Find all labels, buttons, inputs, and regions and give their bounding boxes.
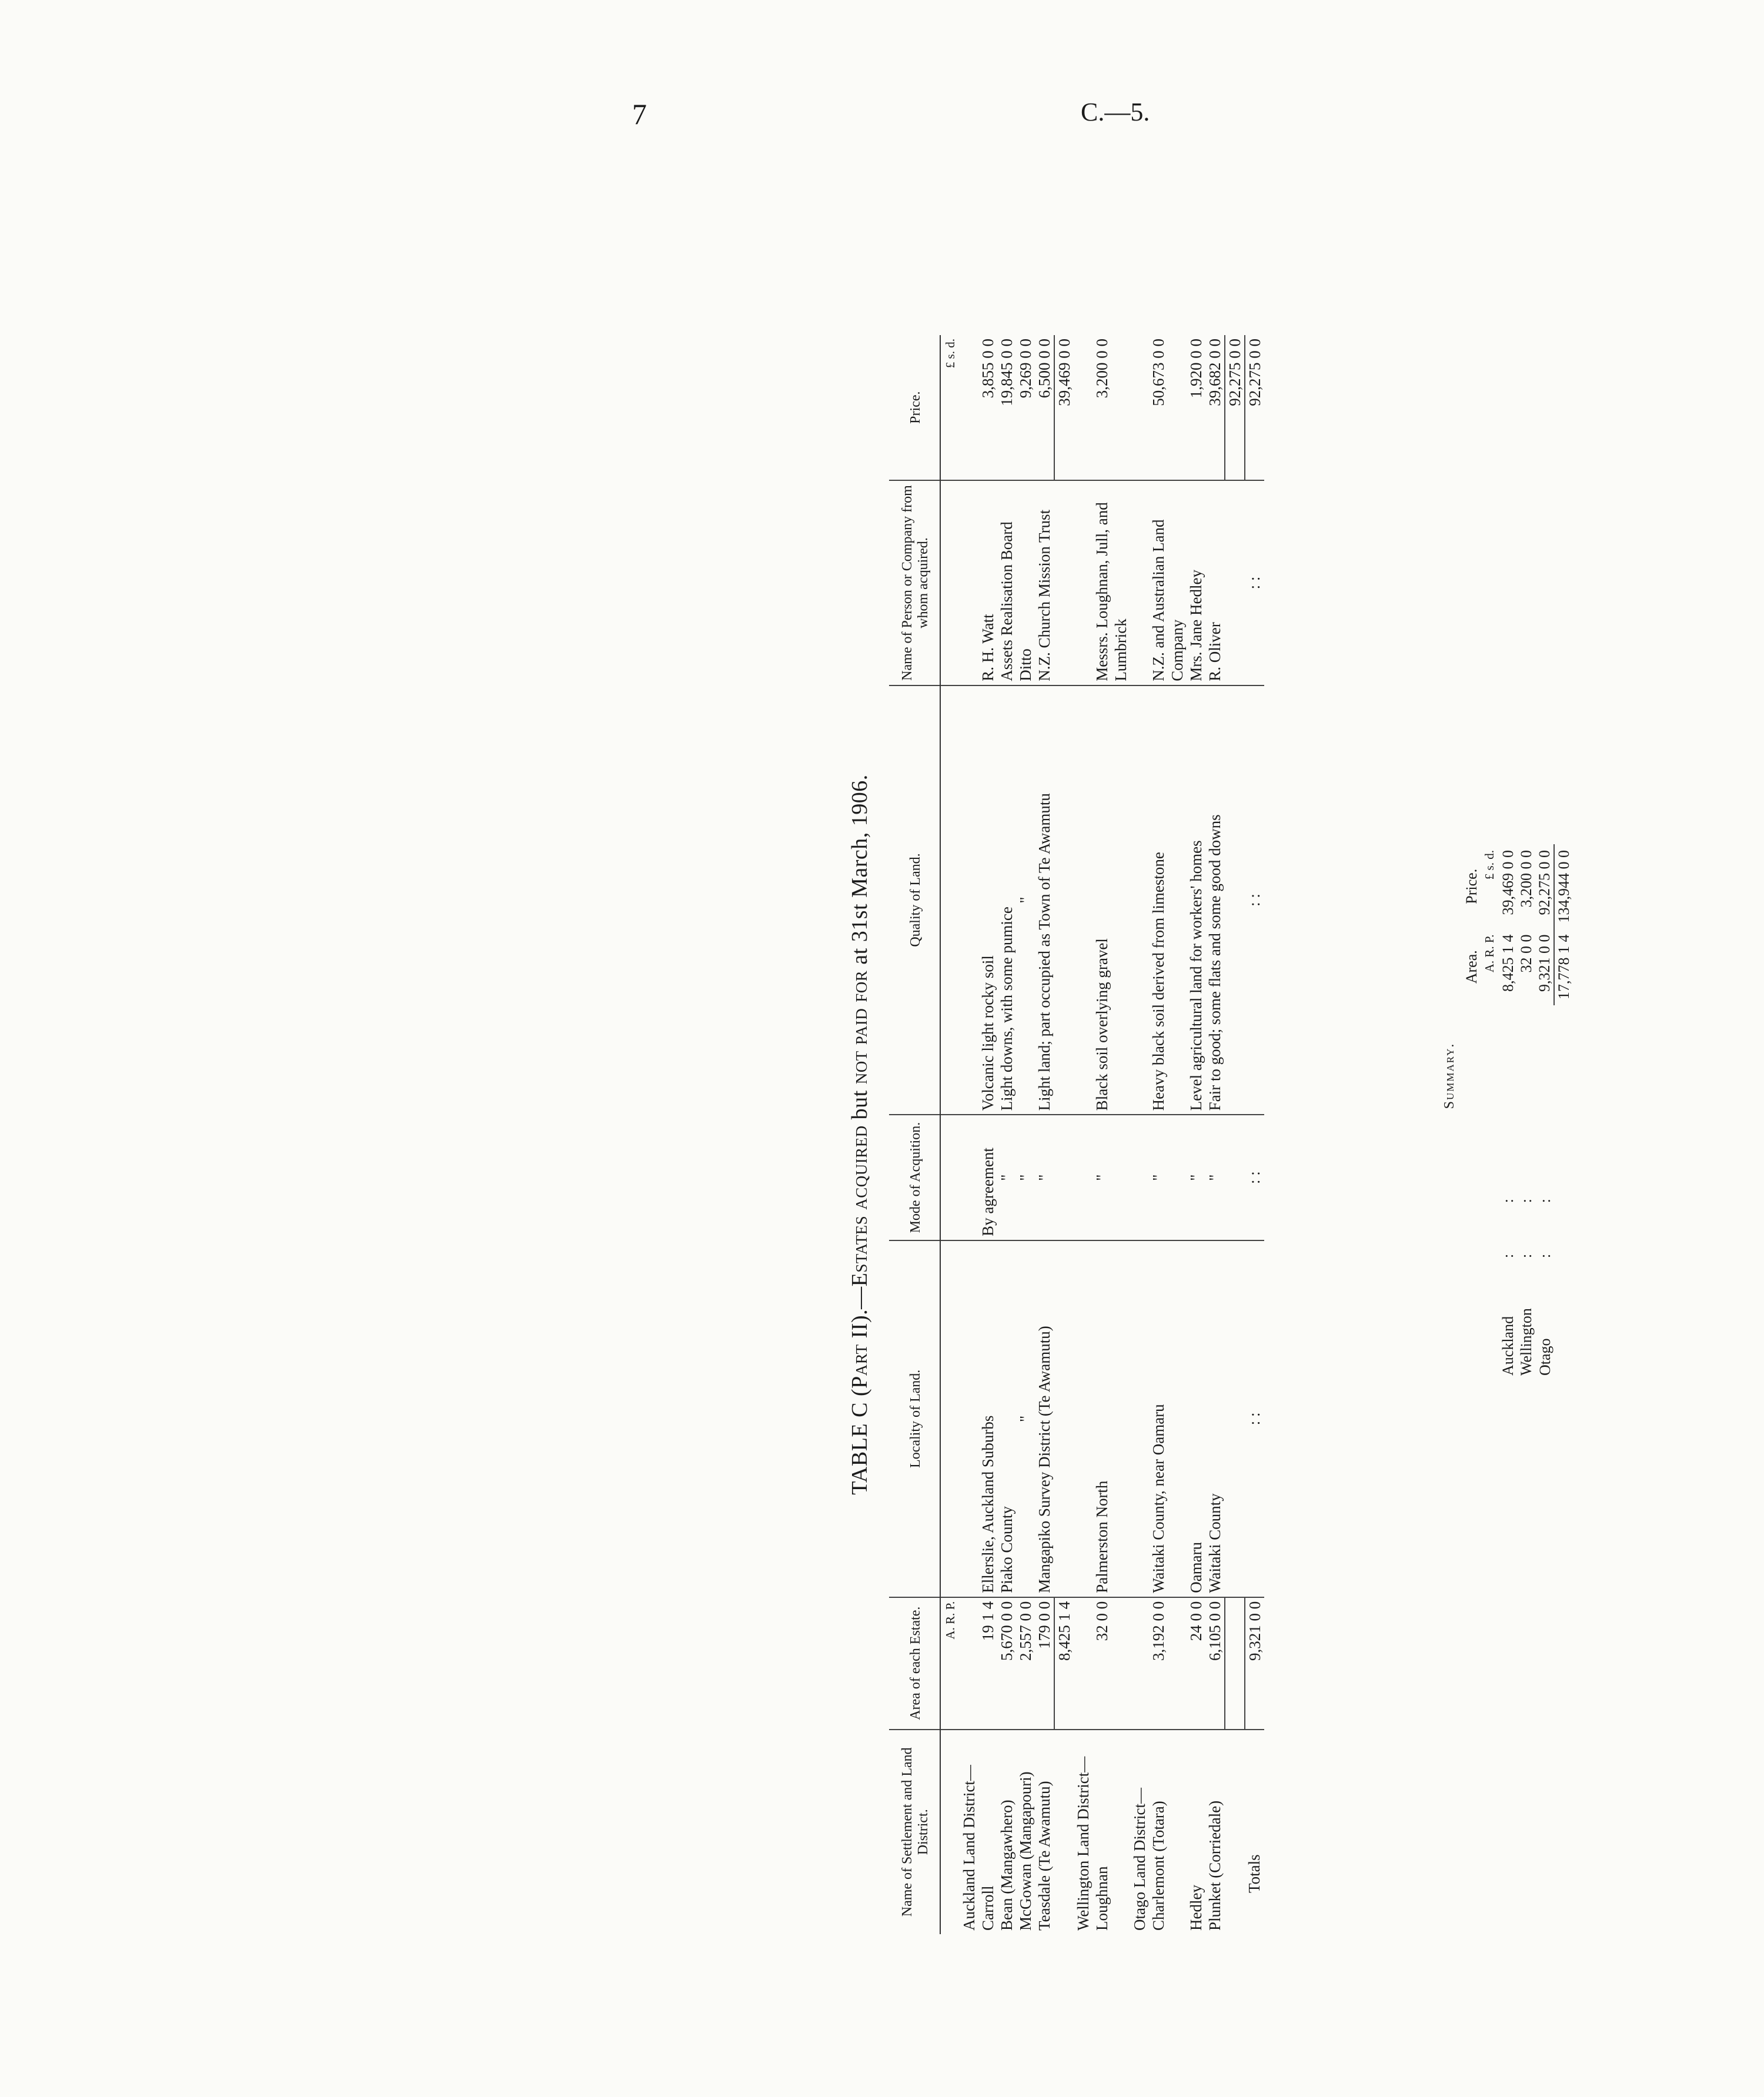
header-row bbox=[889, 335, 940, 1934]
table-row: McGowan (Mangapouri) 2,557 0 0 " " " Ditto 9,269 0 0 bbox=[1016, 335, 1035, 1934]
table-row: Carroll 19 1 4 Ellerslie, Auckland Suburbs By agreement Volcanic light rocky soil R. H. Watt 3,855 0 0 bbox=[978, 335, 997, 1934]
col-area: Area of each Estate. bbox=[889, 1597, 940, 1730]
table-row: Charlemont (Totara) 3,192 0 0 Waitaki County, near Oamaru " Heavy black soil derived from limestone N.Z. and Australian Land Company 50,673 0 0 bbox=[1149, 335, 1187, 1934]
table-title: TABLE C (Part II).—Estates acquired but not paid for at 31st March, 1906. bbox=[847, 774, 872, 1495]
table-row: Plunket (Corriedale) 6,105 0 0 Waitaki County " Fair to good; some flats and some good downs R. Oliver 39,682 0 0 bbox=[1205, 335, 1225, 1934]
summary-row: Auckland : : 8,425 1 4 39,469 0 0 bbox=[1499, 850, 1516, 1376]
summary-area-head: Area. bbox=[1463, 950, 1480, 984]
col-price: Price. bbox=[889, 335, 940, 480]
summary-row: Wellington : : 32 0 0 3,200 0 0 bbox=[1518, 850, 1535, 1376]
subtotal-row: 8,425 1 4 39,469 0 0 bbox=[1054, 335, 1074, 1934]
area-unit: A. R. P. bbox=[940, 1597, 960, 1730]
table-row: Loughnan 32 0 0 Palmerston North " Black soil overlying gravel Messrs. Loughnan, Jull, and Lumbrick 3,200 0 0 bbox=[1093, 335, 1130, 1934]
estates-table bbox=[889, 335, 1264, 1934]
col-mode: Mode of Acquition. bbox=[889, 1115, 940, 1240]
summary-title: Summary. bbox=[1442, 1042, 1457, 1109]
subtotal-row: 92,275 0 0 bbox=[1225, 335, 1245, 1934]
page-number: 7 bbox=[632, 98, 647, 131]
summary-table: Area. Price. A. R. P. £ s. d. Auckland : : 8,425 1 4 39,469 0 0 Wellington : : 32 0 0 3,200 0 0 Otago : : 9,321 0 0 92,275 0 0 17,778 1 4 134,944 0 0 bbox=[1462, 844, 1573, 1382]
table-row: Bean (Mangawhero) 5,670 0 0 Piako County " Light downs, with some pumice Assets Realisation Board 19,845 0 0 bbox=[997, 335, 1016, 1934]
district-row: Auckland Land District— bbox=[960, 335, 978, 1934]
price-unit: £ s. d. bbox=[940, 335, 960, 480]
col-quality: Quality of Land. bbox=[889, 685, 940, 1115]
summary-price-head: Price. bbox=[1463, 868, 1480, 904]
col-person: Name of Person or Company from whom acquired. bbox=[889, 480, 940, 685]
table-row: Hedley 24 0 0 Oamaru " Level agricultural land for workers' homes Mrs. Jane Hedley 1,920 0 0 bbox=[1187, 335, 1205, 1934]
table-row: Teasdale (Te Awamutu) 179 0 0 Mangapiko Survey District (Te Awamutu) " Light land; part occupied as Town of Te Awamutu N.Z. Church Mission Trust 6,500 0 0 bbox=[1035, 335, 1054, 1934]
summary-block bbox=[1441, 664, 1573, 1487]
document-code: C.—5. bbox=[1081, 98, 1150, 126]
summary-total-row: 17,778 1 4 134,944 0 0 bbox=[1554, 844, 1573, 1382]
totals-row: Totals 9,321 0 0 : : : : : : : : 92,275 0 0 bbox=[1245, 335, 1264, 1934]
district-row: Otago Land District— bbox=[1130, 335, 1149, 1934]
summary-row: Otago : : 9,321 0 0 92,275 0 0 bbox=[1536, 850, 1553, 1376]
col-name: Name of Settlement and Land District. bbox=[889, 1730, 940, 1934]
rotated-table-block bbox=[847, 335, 1764, 1934]
district-row: Wellington Land District— bbox=[1074, 335, 1093, 1934]
col-locality: Locality of Land. bbox=[889, 1240, 940, 1597]
